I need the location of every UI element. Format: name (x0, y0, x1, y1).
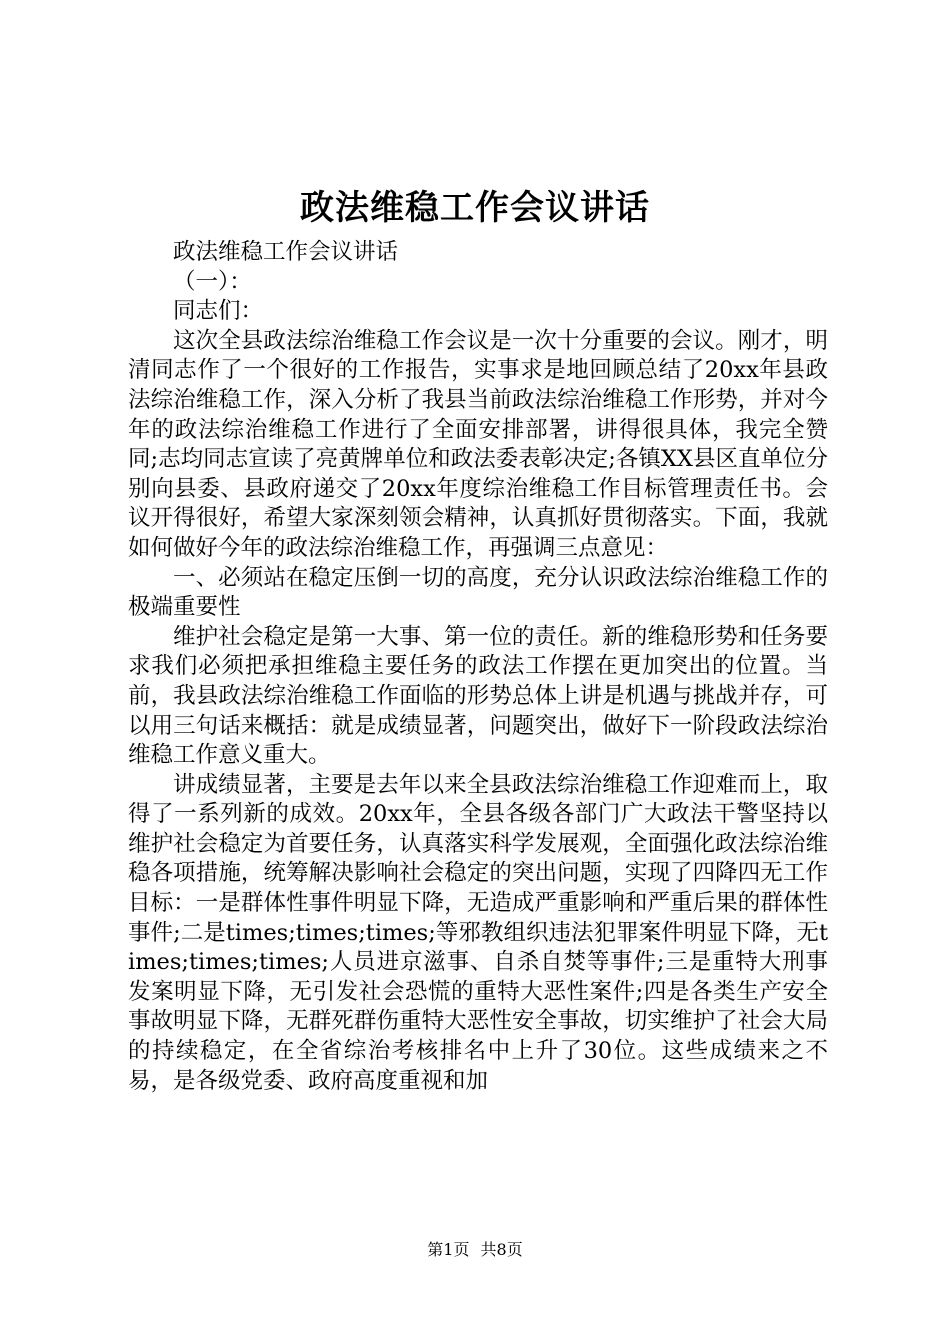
body-paragraph: 这次全县政法综治维稳工作会议是一次十分重要的会议。刚才，明清同志作了一个很好的工作报告，实事求是地回顾总结了20xx年县政法综治维稳工作，深入分析了我县当前政法综治维稳工作形势，并对今年的政法综治维稳工作进行了全面安排部署，讲得很具体，我完全赞同;志均同志宣读了亮黄牌单位和政法委表彰决定;各镇XX县区直单位分别向县委、县政府递交了20xx年度综治维稳工作目标管理责任书。会议开得很好，希望大家深刻领会精神，认真抓好贯彻落实。下面，我就如何做好今年的政法综治维稳工作，再强调三点意见： (128, 327, 828, 561)
subtitle-paragraph: 政法维稳工作会议讲话 (173, 239, 399, 265)
salutation-paragraph: 同志们： (173, 298, 264, 325)
page-footer (0, 1240, 950, 1260)
body-paragraph: 维护社会稳定是第一大事、第一位的责任。新的维稳形势和任务要求我们必须把承担维稳主要任务的政法工作摆在更加突出的位置。当前，我县政法综治维稳工作面临的形势总体上讲是机遇与挑战并存，可以用三句话来概括：就是成绩显著，问题突出，做好下一阶段政法综治维稳工作意义重大。 (128, 623, 828, 769)
document-title: 政法维稳工作会议讲话 (300, 188, 650, 228)
body-paragraph: 讲成绩显著，主要是去年以来全县政法综治维稳工作迎难而上，取得了一系列新的成效。20xx年，全县各级各部门广大政法干警坚持以维护社会稳定为首要任务，认真落实科学发展观，全面强化政法综治维稳各项措施，统筹解决影响社会稳定的突出问题，实现了四降四无工作目标：一是群体性事件明显下降，无造成严重影响和严重后果的群体性事件;二是times;times;times;等邪教组织违法犯罪案件明显下降，无times;times;times;人员进京滋事、自杀自焚等事件;三是重特大刑事发案明显下降，无引发社会恐慌的重特大恶性案件;四是各类生产安全事故明显下降，无群死群伤重特大恶性安全事故，切实维护了社会大局的持续稳定，在全省综治考核排名中上升了30位。这些成绩来之不易，是各级党委、政府高度重视和加 (128, 771, 828, 1094)
section-marker-paragraph: （一）： (173, 268, 252, 295)
page-number: 第1页 (427, 1240, 470, 1259)
document-body (128, 238, 828, 1096)
page-total: 共8页 (480, 1240, 523, 1259)
section-heading-paragraph: 一、必须站在稳定压倒一切的高度，充分认识政法综治维稳工作的极端重要性 (128, 564, 828, 621)
